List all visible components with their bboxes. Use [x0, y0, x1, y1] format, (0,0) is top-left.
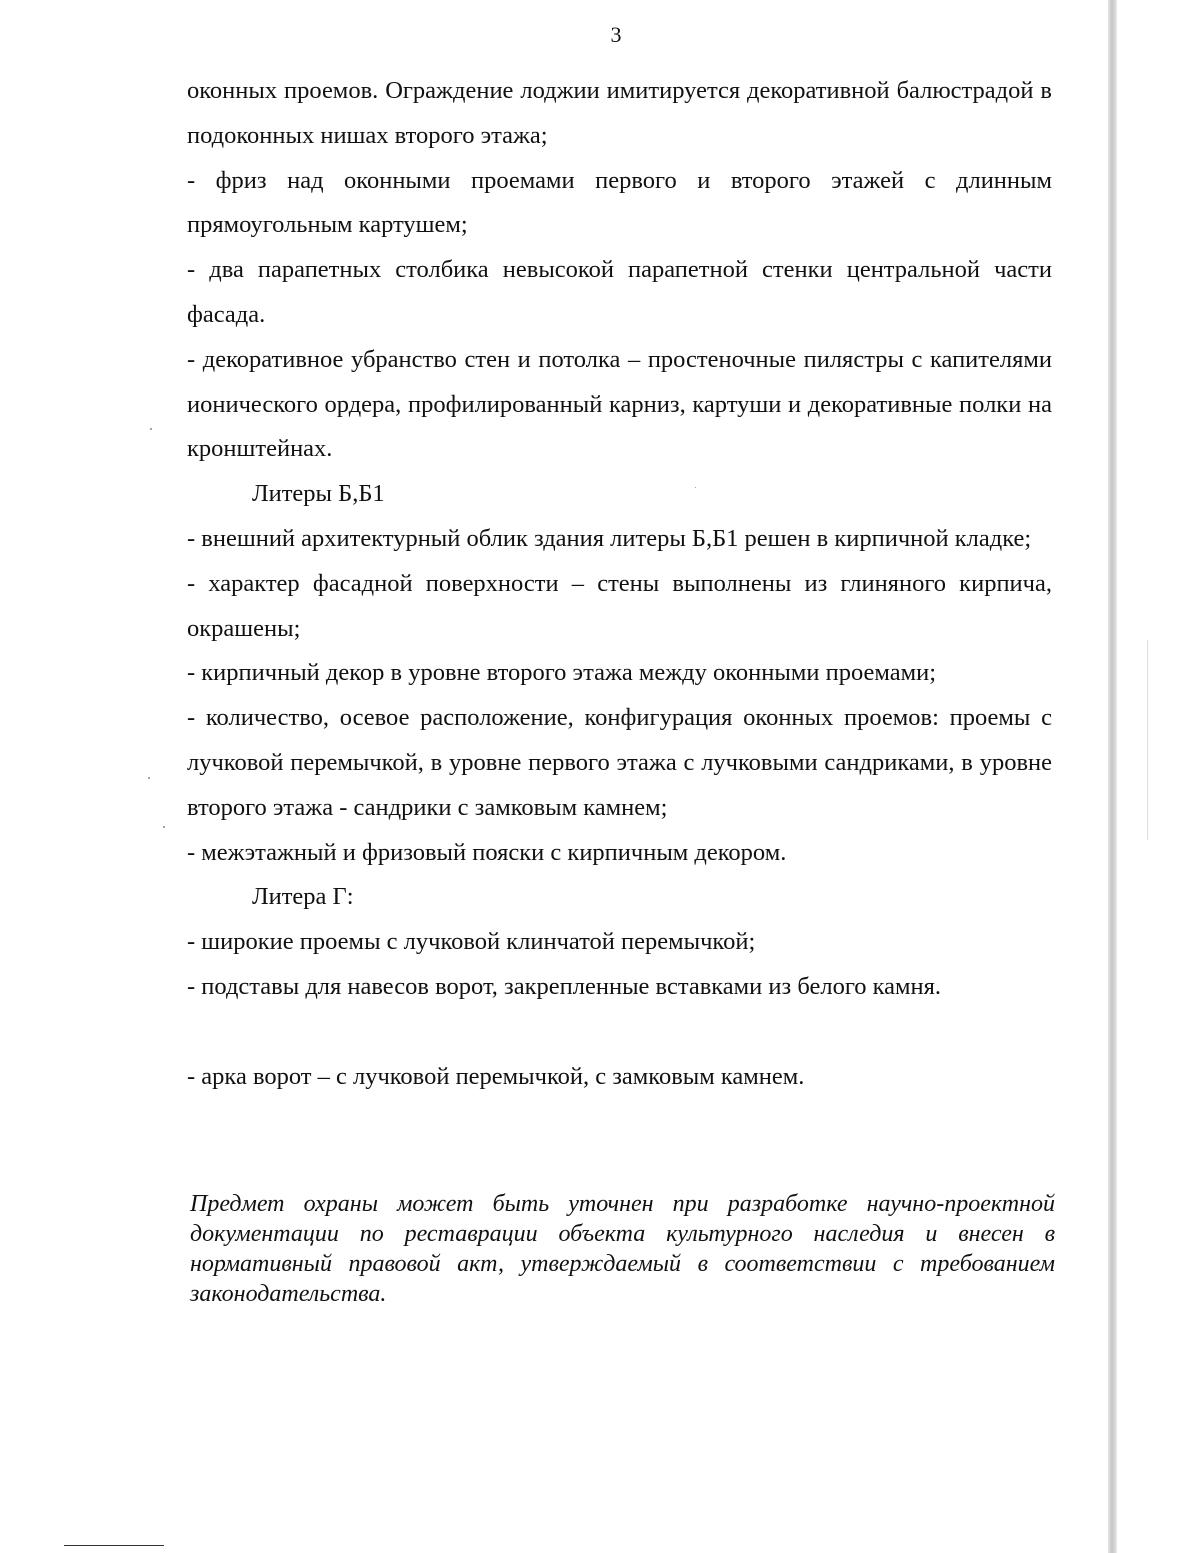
scan-edge-shadow	[1108, 0, 1117, 1553]
paragraph-gate-supports: - подставы для навесов ворот, закрепленные вставками из белого камня.	[187, 972, 942, 1000]
paragraph-window-openings: - количество, осевое расположение, конфигурация оконных проемов: проемы с лучковой перемычкой, в уровне первого этажа с лучковыми сандриками, в уровне второго этажа - сандрики с замковым камнем;	[187, 704, 1052, 821]
paragraph-gate-arch: - арка ворот – с лучковой перемычкой, с замковым камнем.	[187, 1062, 805, 1090]
paragraph-loggia-balustrade: оконных проемов. Ограждение лоджии имитируется декоративной балюстрадой в подоконных нишах второго этажа;	[187, 77, 1052, 149]
paragraph-interior-decor: - декоративное убранство стен и потолка – простеночные пилястры с капителями ионического ордера, профилированный карниз, картуши и декоративные полки на кронштейнах.	[187, 345, 1052, 463]
paragraph-belts: - межэтажный и фризовый пояски с кирпичным декором.	[187, 838, 787, 866]
scan-speck	[163, 826, 165, 828]
section-heading-litera-b-b1: Литеры Б,Б1	[252, 480, 385, 508]
paragraph-facade-surface: - характер фасадной поверхности – стены выполнены из глиняного кирпича, окрашены;	[187, 569, 1052, 642]
paragraph-brick-masonry: - внешний архитектурный облик здания литеры Б,Б1 решен в кирпичной кладке;	[187, 524, 1032, 552]
scan-speck	[148, 777, 150, 779]
footer-rule	[64, 1545, 164, 1546]
page-number: 3	[610, 22, 622, 47]
paragraph-parapet-posts: - два парапетных столбика невысокой парапетной стенки центральной части фасада.	[187, 256, 1052, 328]
scan-speck	[150, 428, 152, 430]
scan-speck	[695, 487, 696, 488]
paragraph-wide-openings: - широкие проемы с лучковой клинчатой перемычкой;	[187, 928, 756, 956]
section-heading-litera-g: Литера Г:	[252, 883, 354, 911]
protection-subject-note: Предмет охраны может быть уточнен при разработке научно-проектной документации по реставрации объекта культурного наследия и внесен в нормативный правовой акт, утверждаемый в соответствии с требованием законодательства.	[190, 1191, 1055, 1307]
paragraph-frieze: - фриз над оконными проемами первого и второго этажей с длинным прямоугольным картушем;	[187, 166, 1052, 239]
blank-line	[187, 1010, 1052, 1055]
scan-edge-line	[1147, 640, 1148, 840]
document-body	[187, 69, 1052, 1100]
paragraph-brick-decor: - кирпичный декор в уровне второго этажа между оконными проемами;	[187, 659, 937, 687]
